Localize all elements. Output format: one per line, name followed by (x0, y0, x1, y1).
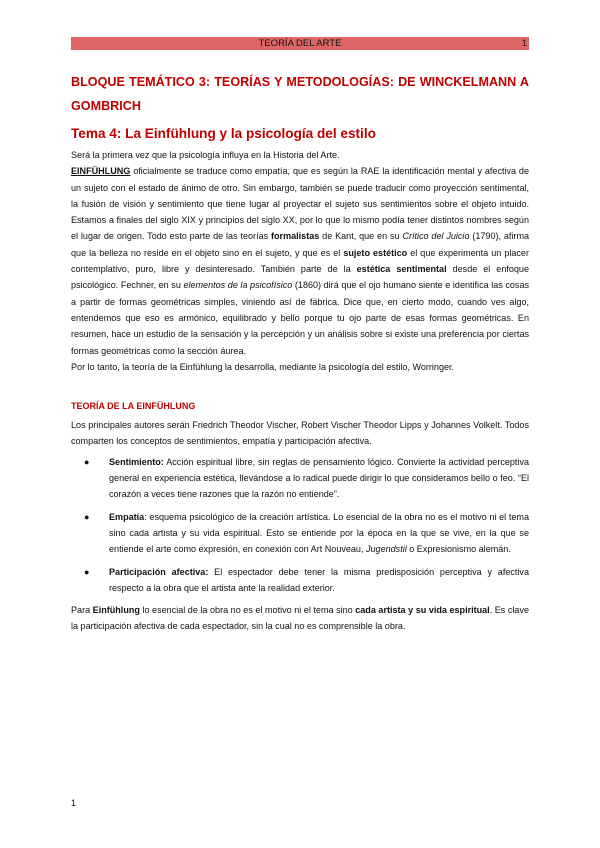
intro-paragraph: Será la primera vez que la psicología influya en la Historia del Arte. (71, 150, 340, 160)
concepts-list (71, 454, 529, 596)
document-body (71, 70, 529, 635)
list-item: ● Empatía: esquema psicológico de la creación artística. Lo esencial de la obra no es el motivo ni el tema sino cada artista y su vida espiritual. Esto se entiende por la época en la que se vive, en la que se entiende el arte como expresión, en conexión con Art Nouveau, Jugendstil o Expresionismo alemán. (84, 509, 529, 558)
section-heading: TEORÍA DE LA EINFÜHLUNG (71, 401, 196, 412)
running-header (71, 37, 529, 50)
authors-paragraph: Los principales autores serán Friedrich Theodor Vischer, Robert Vischer Theodor Lipps y Johannes Volkelt. Todos comparten los conceptos de sentimientos, empatía y participación afectiva. (71, 420, 529, 447)
list-item: ● Sentimiento: Acción espiritual libre, sin reglas de pensamiento lógico. Convierte la actividad perceptiva general en experiencia estética, llevándose a lo radical puede dirigir lo que consideramos bello o feo. “El corazón a veces tiene razones que la razón no entiende”. (84, 454, 529, 503)
einfuhlung-paragraph: EINFÜHLUNG oficialmente se traduce como empatía, que es según la RAE la identificación mental y afectiva de un sujeto con el estado de ánimo de otro. Sin embargo, también se puede traducir como proyección sentimental, la fusión de visión y sentimiento que tiene lugar al proyectar el sujeto sus sentimientos sobre el objeto intuido. Estamos a finales del siglo XIX y principios del siglo XX, por lo que lo mismo podía tener distintos nombres según el lugar de origen. Todo esto parte de las teorías formalistas de Kant, que en su Crítico del Juicio (1790), afirma que la belleza no reside en el objeto sino en el sujeto, y que es el sujeto estético el que experimenta un placer contemplativo, puro, libre y desinteresado. También parte de la estética sentimental desde el enfoque psicológico. Fechner, en su elementos de la psicofísico (1860) dirá que el ojo humano siente e identifica las cosas a partir de formas geométricas simples, viniendo así de fábrica. Dice que, en cierto modo, cuando ves algo, entendemos que eso es armónico, equilibrado y bello porque tu ojo parte de esas formas geométricas. En resumen, hace un estudio de la sensación y la percepción y un análisis sobre si existe una preferencia por ciertas formas geométricas como la sección áurea. (71, 166, 530, 356)
list-item: ● Participación afectiva: El espectador debe tener la misma predisposición perceptiva y afectiva respecto a la obra que el artista ante la realidad exterior. (84, 564, 529, 597)
bullet-icon: ● (84, 456, 90, 467)
bullet-icon: ● (84, 511, 90, 522)
bullet-icon: ● (84, 566, 90, 577)
worringer-paragraph: Por lo tanto, la teoría de la Einfühlung la desarrolla, mediante la psicología del estilo, Worringer. (71, 361, 455, 372)
conclusion-paragraph: Para Einfühlung lo esencial de la obra no es el motivo ni el tema sino cada artista y su vida espiritual. Es clave la participación afectiva de cada espectador, sin la cual no es comprensible la obra. (71, 605, 530, 632)
term-einfuhlung: EINFÜHLUNG (71, 166, 131, 177)
topic-title: Tema 4: La Einfühlung y la psicología del estilo (71, 126, 376, 141)
block-title: BLOQUE TEMÁTICO 3: TEORÍAS Y METODOLOGÍAS: DE WINCKELMANN A GOMBRICH (71, 75, 529, 113)
header-title: TEORÍA DEL ARTE (258, 38, 342, 49)
footer-page-number: 1 (71, 798, 77, 808)
header-page-mark: 1 (521, 38, 527, 48)
